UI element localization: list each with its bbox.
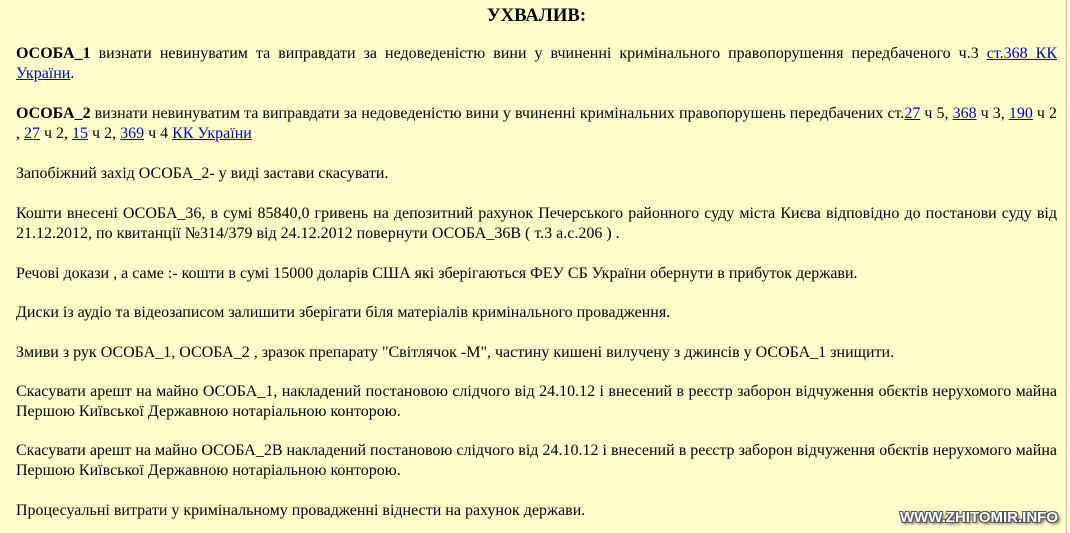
paragraph-person2-acquittal: ОСОБА_2 визнати невинуватим та виправдати за недоведеністю вини у вчиненні кримінальних правопорушень передбачених ст.27 ч 5, 368 ч 3, 190 ч 2 , 27 ч 2, 15 ч 2, 369 ч 4 КК України — [16, 105, 1058, 142]
article-link-27b[interactable]: 27 — [24, 125, 40, 142]
article-link-27[interactable]: 27 — [904, 105, 921, 122]
person1-name: ОСОБА_1 — [16, 45, 91, 62]
law-link-368[interactable]: ст.368 КК України — [16, 45, 1058, 82]
paragraph-costs: Процесуальні витрати у кримінальному провадженні віднести на рахунок держави. — [16, 502, 586, 519]
paragraph-person1-acquittal: ОСОБА_1 визнати невинуватим та виправдати за недоведеністю вини у вчиненні кримінального правопорушення передбаченого ч.3 ст.368 КК України. — [16, 45, 1058, 82]
verdict-heading: УХВАЛИВ: — [486, 5, 587, 26]
paragraph-evidence: Речові докази , а саме :- кошти в сумі 15000 доларів США які зберігаються ФЕУ СБ України обернути в прибуток держави. — [16, 265, 858, 282]
article-link-15[interactable]: 15 — [72, 125, 89, 142]
article-link-369[interactable]: 369 — [120, 125, 145, 142]
paragraph-text: визнати невинуватим та виправдати за недоведеністю вини у вчиненні кримінального правопорушення передбаченого ч.3 — [90, 45, 987, 62]
paragraph-preventive-measure: Запобіжний захід ОСОБА_2- у виді застави скасувати. — [16, 165, 389, 182]
paragraph-funds-return: Кошти внесені ОСОБА_36, в сумі 85840,0 гривень на депозитний рахунок Печерського районного суду міста Києва відповідно до постанови суду від 21.12.2012, по квитанції №314/379 від 24.12.2012 повернути ОСОБА_36В ( т.3 а.с.206 ) . — [16, 205, 1057, 242]
site-watermark: WWW.ZHITOMIR.INFO — [899, 509, 1058, 526]
paragraph-arrest-person2: Скасувати арешт на майно ОСОБА_2В накладений постановою слідчого від 24.10.12 і внесений в реєстр заборон відчуження обєктів нерухомого майна Першою Київської Державною нотаріальною конторою. — [16, 442, 1057, 479]
code-link[interactable]: КК України — [172, 125, 252, 142]
paragraph-discs: Диски із аудіо та відеозаписом залишити зберігати біля матеріалів кримінального провадження. — [16, 304, 671, 321]
article-link-190[interactable]: 190 — [1008, 105, 1033, 122]
paragraph-swabs: Змиви з рук ОСОБА_1, ОСОБА_2 , зразок препарату "Світлячок -М", частину кишені вилучену з джинсів у ОСОБА_1 знищити. — [16, 344, 895, 361]
article-link-368[interactable]: 368 — [952, 105, 977, 122]
paragraph-arrest-person1: Скасувати арешт на майно ОСОБА_1, накладений постановою слідчого від 24.10.12 і внесений в реєстр заборон відчуження обєктів нерухомого майна Першою Київської Державною нотаріальною конторою. — [16, 383, 1057, 420]
person2-name: ОСОБА_2 — [16, 105, 91, 122]
paragraph-text: визнати невинуватим та виправдати за недоведеністю вини у вчиненні кримінальних правопорушень передбачених ст. — [90, 105, 905, 122]
